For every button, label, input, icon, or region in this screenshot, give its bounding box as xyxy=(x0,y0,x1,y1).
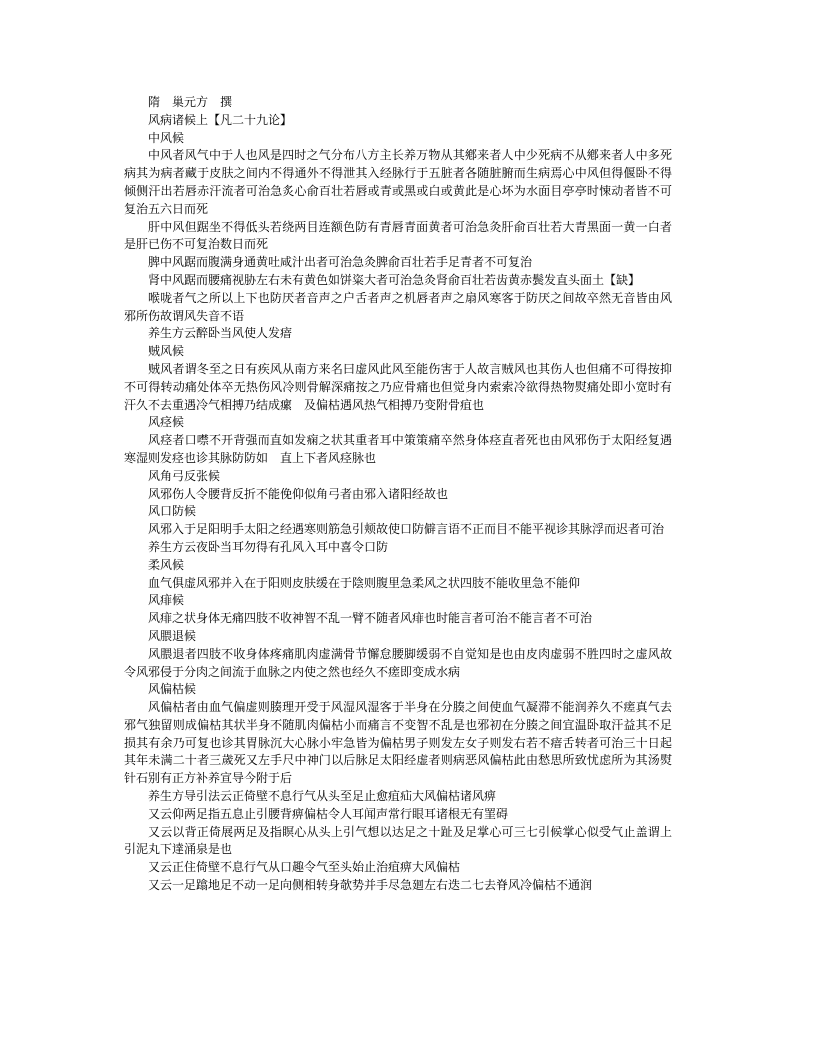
body-paragraph: 又云以背正倚展两足及指瞑心从头上引气想以达足之十趾及足掌心可三七引候掌心似受气止盖谓上引泥丸下達涌泉是也 xyxy=(124,824,672,857)
section-heading: 风口防候 xyxy=(148,504,197,519)
body-paragraph: 血气俱虚风邪并入在于阳则皮肤缓在于陰则腹里急柔风之状四肢不能收里急不能仰 xyxy=(148,575,581,590)
body-paragraph: 喉咙者气之所以上下也防厌者音声之户舌者声之机唇者声之扇风寒客于防厌之间故卒然无音皆由风邪所伤故谓风失音不语 xyxy=(124,290,672,323)
body-paragraph: 肾中风踞而腰痛视胁左右未有黄色如饼粢大者可治急灸肾俞百壮若齿黄赤鬓发直头面土【缺】 xyxy=(148,272,641,287)
body-paragraph: 风偏枯者由血气偏虚则腠理开受于风湿风湿客于半身在分腠之间使血气凝滞不能润养久不瘥真气去邪气独留则成偏枯其状半身不随肌肉偏枯小而痛言不变智不乱是也邪初在分腠之间宜温卧取汗益其不足损其有余乃可复也诊其胃脉沉大心脉小牢急皆为偏枯男子则发左女子则发右若不瘖舌转者可治三十日起其年未满二十者三歲死又左手尺中神门以后脉足太阳经虚者则病恶风偏枯此由愁思所致忧虑所为其汤熨针石别有正方补养宣导今附于后 xyxy=(124,700,672,786)
body-paragraph: 风邪伤人令腰背反折不能俛仰似角弓者由邪入诸阳经故也 xyxy=(148,486,449,501)
body-paragraph: 又云一足蹹地足不动一足向侧相转身欹势并手尽急廻左右迭二七去脊风冷偏枯不通润 xyxy=(148,878,593,893)
section-heading: 中风候 xyxy=(148,130,185,145)
section-heading: 风痱候 xyxy=(148,593,185,608)
body-paragraph: 风腲退者四肢不收身体疼痛肌肉虚满骨节懈怠腰脚缓弱不自觉知是也由皮肉虚弱不胜四时之虚风故令风邪侵于分肉之间流于血脉之内使之然也经久不瘥即变成水病 xyxy=(124,646,672,679)
section-heading: 风偏枯候 xyxy=(148,682,197,697)
chapter-title: 风病诸候上【凡二十九论】 xyxy=(148,112,293,127)
section-heading: 贼风候 xyxy=(148,344,185,359)
section-heading: 柔风候 xyxy=(148,557,185,572)
body-paragraph: 养生方云醉卧当风使人发瘖 xyxy=(148,326,293,341)
body-paragraph: 肝中风但踞坐不得低头若绕两目连额色防有青唇青面黄者可治急灸肝俞百壮若大青黑面一黄一白者是肝已伤不可复治数日而死 xyxy=(124,219,672,252)
author-line: 隋 巢元方 撰 xyxy=(148,95,233,109)
body-paragraph: 脾中风踞而腹满身通黄吐咸汁出者可治急灸脾俞百壮若手足青者不可复治 xyxy=(148,255,533,270)
body-paragraph: 风邪入于足阳明手太阳之经遇寒则筋急引颊故使口防僻言语不正而目不能平视诊其脉浮而迟者可治 xyxy=(148,522,665,537)
section-heading: 风痉候 xyxy=(148,415,185,430)
body-paragraph: 风痉者口噤不开背强而直如发痫之状其重者耳中策策痛卒然身体痉直者死也由风邪伤于太阳经复遇寒湿则发痉也诊其脉防防如 直上下者风痉脉也 xyxy=(124,433,672,465)
body-paragraph: 贼风者谓冬至之日有疾风从南方来名曰虚风此风至能伤害于人故言贼风也其伤人也但痛不可得按抑不可得转动痛处体卒无热伤风冷则骨解深痛按之乃应骨痛也但觉身内索索冷欲得热物熨痛处即小宽时有汗久不去重遇冷气相搏乃结成瘰 及偏枯遇风热气相搏乃变附骨疽也 xyxy=(124,361,672,412)
document-page xyxy=(124,94,672,895)
section-heading: 风角弓反张候 xyxy=(148,468,221,483)
body-paragraph: 中风者风气中于人也风是四时之气分布八方主长养万物从其鄕来者人中少死病不从鄕来者人中多死病其为病者藏于皮肤之间内不得通外不得泄其入经脉行于五脏者各随脏腑而生病焉心中风但得偃卧不得倾侧汗出若唇赤汗流者可治急炙心俞百壮若唇或青或黑或白或黄此是心坏为水面目亭亭时悚动者皆不可复治五六日而死 xyxy=(124,148,672,216)
section-heading: 风腲退候 xyxy=(148,628,197,643)
body-paragraph: 风痱之状身体无痛四肢不收神智不乱一臂不随者风痱也时能言者可治不能言者不可治 xyxy=(148,611,593,626)
body-paragraph: 又云正住倚壁不息行气从口趣令气至头始止治疽痹大风偏枯 xyxy=(148,860,461,875)
body-paragraph: 养生方云夜卧当耳勿得有孔风入耳中喜令口防 xyxy=(148,539,389,554)
body-paragraph: 又云仰两足指五息止引腰背痹偏枯令人耳闻声常行眼耳诸根无有罣碍 xyxy=(148,806,509,821)
body-paragraph: 养生方导引法云正倚壁不息行气从头至足止愈疽疝大风偏枯诸风痹 xyxy=(148,789,497,804)
